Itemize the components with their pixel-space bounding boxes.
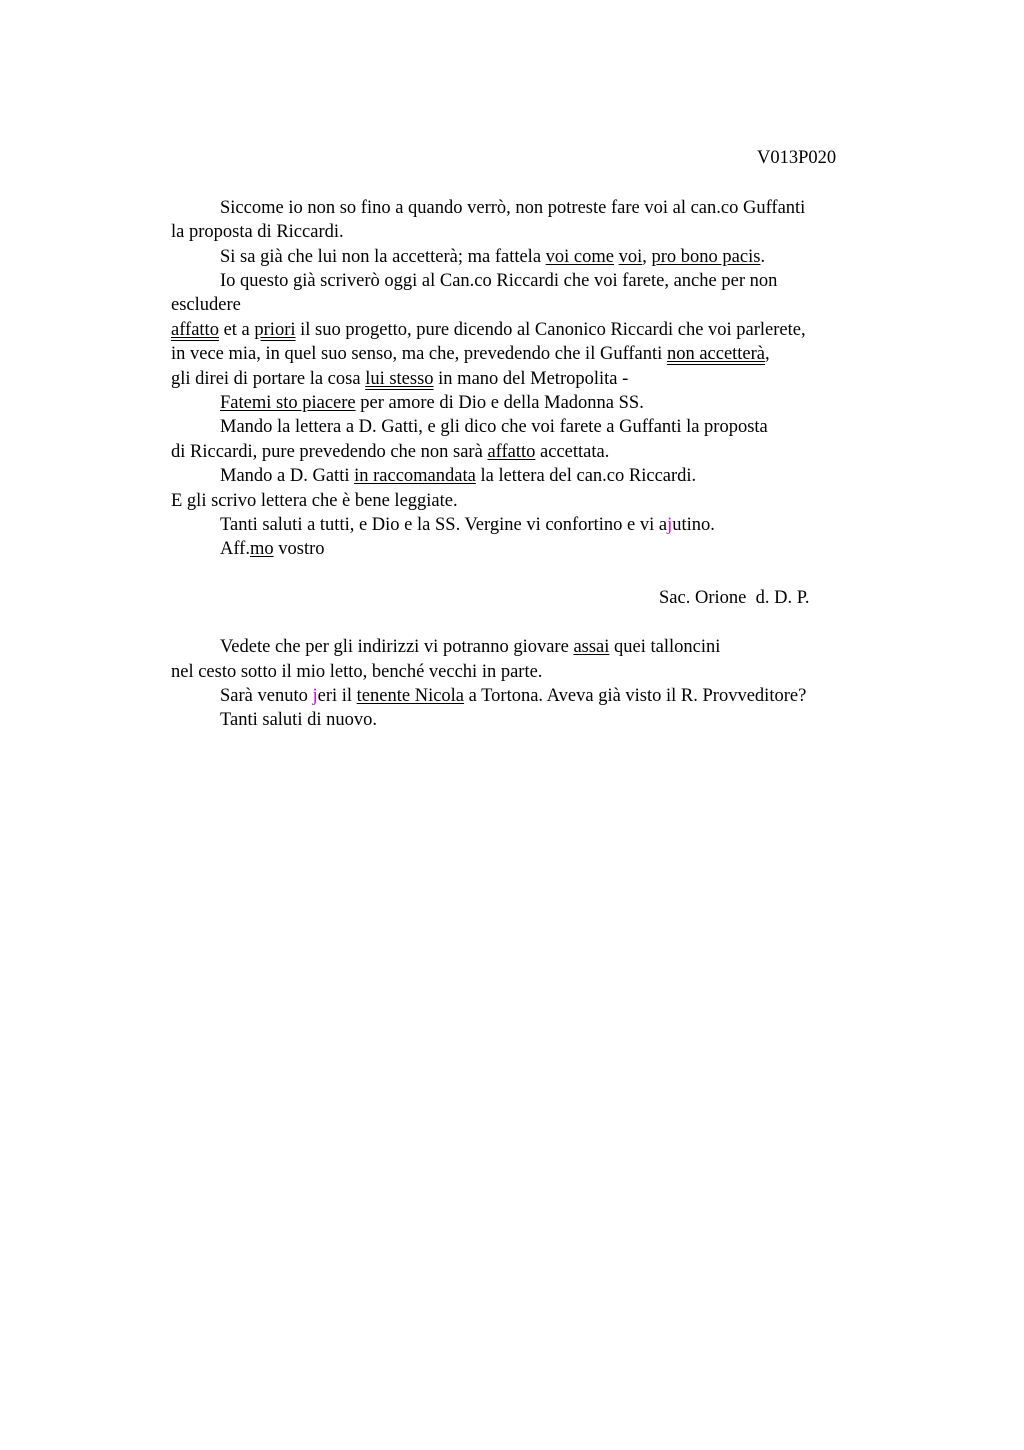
text-line <box>220 464 696 488</box>
text-span: nel cesto sotto il mio letto, benché vecchi in parte. <box>171 662 543 682</box>
text-span: et a <box>218 320 255 340</box>
highlighted-letter: j <box>667 515 673 535</box>
underlined-span: pro bono pacis <box>651 247 761 267</box>
text-span: di Riccardi, pure prevedendo che non sarà <box>171 442 488 462</box>
signature <box>659 586 810 610</box>
underlined-span: tenente Nicola <box>356 686 465 706</box>
underlined-span: voi <box>618 247 643 267</box>
text-span: E gli scrivo lettera che è bene leggiate. <box>171 491 458 511</box>
text-span: il suo progetto, pure dicendo al Canonico Riccardi che voi parlerete, <box>295 320 806 340</box>
text-span: Sarà venuto <box>220 686 313 706</box>
text-span: la lettera del can.co Riccardi. <box>475 466 697 486</box>
underlined-span: affatto <box>487 442 536 462</box>
text-line <box>171 660 542 684</box>
underlined-span: Fatemi sto piacere <box>220 393 356 413</box>
text-line <box>220 245 765 269</box>
text-line <box>220 537 325 561</box>
text-line <box>220 269 777 293</box>
text-span: a Tortona. Aveva già visto il R. Provveditore? <box>464 686 807 706</box>
underlined-span: in raccomandata <box>354 466 476 486</box>
text-span: . <box>760 247 766 267</box>
text-span: gli direi di portare la cosa <box>171 369 366 389</box>
text-line <box>171 489 458 513</box>
text-span: Siccome io non so fino a quando verrò, non potreste fare voi al can.co Guffanti <box>220 198 806 218</box>
text-line <box>220 391 644 415</box>
text-line <box>171 342 770 366</box>
text-line <box>220 415 768 439</box>
text-span: per amore di Dio e della Madonna SS. <box>355 393 644 413</box>
text-span: Sac. Orione d. D. P. <box>659 588 810 608</box>
text-line <box>171 367 628 391</box>
text-span: , <box>765 344 770 364</box>
text-span: Vedete che per gli indirizzi vi potranno giovare <box>220 637 574 657</box>
text-span: eri il <box>317 686 357 706</box>
text-span: in mano del Metropolita - <box>433 369 629 389</box>
text-span: la proposta di Riccardi. <box>171 222 344 242</box>
text-line <box>220 196 805 220</box>
text-line <box>220 513 715 537</box>
text-span: in vece mia, in quel suo senso, ma che, prevedendo che il Guffanti <box>171 344 667 364</box>
text-line <box>220 635 720 659</box>
double-underlined-span: lui stesso <box>365 369 434 389</box>
text-span: utino. <box>672 515 715 535</box>
text-line <box>220 684 806 708</box>
text-span: Tanti saluti di nuovo. <box>220 710 377 730</box>
highlighted-letter: j <box>312 686 318 706</box>
double-underlined-span: priori <box>254 320 296 340</box>
text-span: Aff. <box>220 539 250 559</box>
text-line <box>171 318 806 342</box>
text-span: vostro <box>273 539 325 559</box>
text-line <box>220 708 377 732</box>
double-underlined-span: non accetterà <box>666 344 766 364</box>
document-code: V013P020 <box>757 148 837 168</box>
text-span: Mando la lettera a D. Gatti, e gli dico che voi farete a Guffanti la proposta <box>220 417 768 437</box>
text-span: escludere <box>171 295 241 315</box>
double-underlined-span: affatto <box>171 320 219 340</box>
text-line <box>171 293 241 317</box>
text-span: Mando a D. Gatti <box>220 466 355 486</box>
text-span: accettata. <box>535 442 610 462</box>
text-line <box>171 220 344 244</box>
text-span: Tanti saluti a tutti, e Dio e la SS. Vergine vi confortino e vi a <box>220 515 668 535</box>
underlined-span: assai <box>573 637 610 657</box>
text-line <box>171 440 609 464</box>
text-span: Io questo già scriverò oggi al Can.co Riccardi che voi farete, anche per non <box>220 271 778 291</box>
underlined-span: mo <box>249 539 274 559</box>
text-span: quei talloncini <box>609 637 721 657</box>
text-span: Si sa già che lui non la accetterà; ma fattela <box>220 247 546 267</box>
text-span: , <box>642 247 652 267</box>
underlined-span: voi come <box>545 247 614 267</box>
